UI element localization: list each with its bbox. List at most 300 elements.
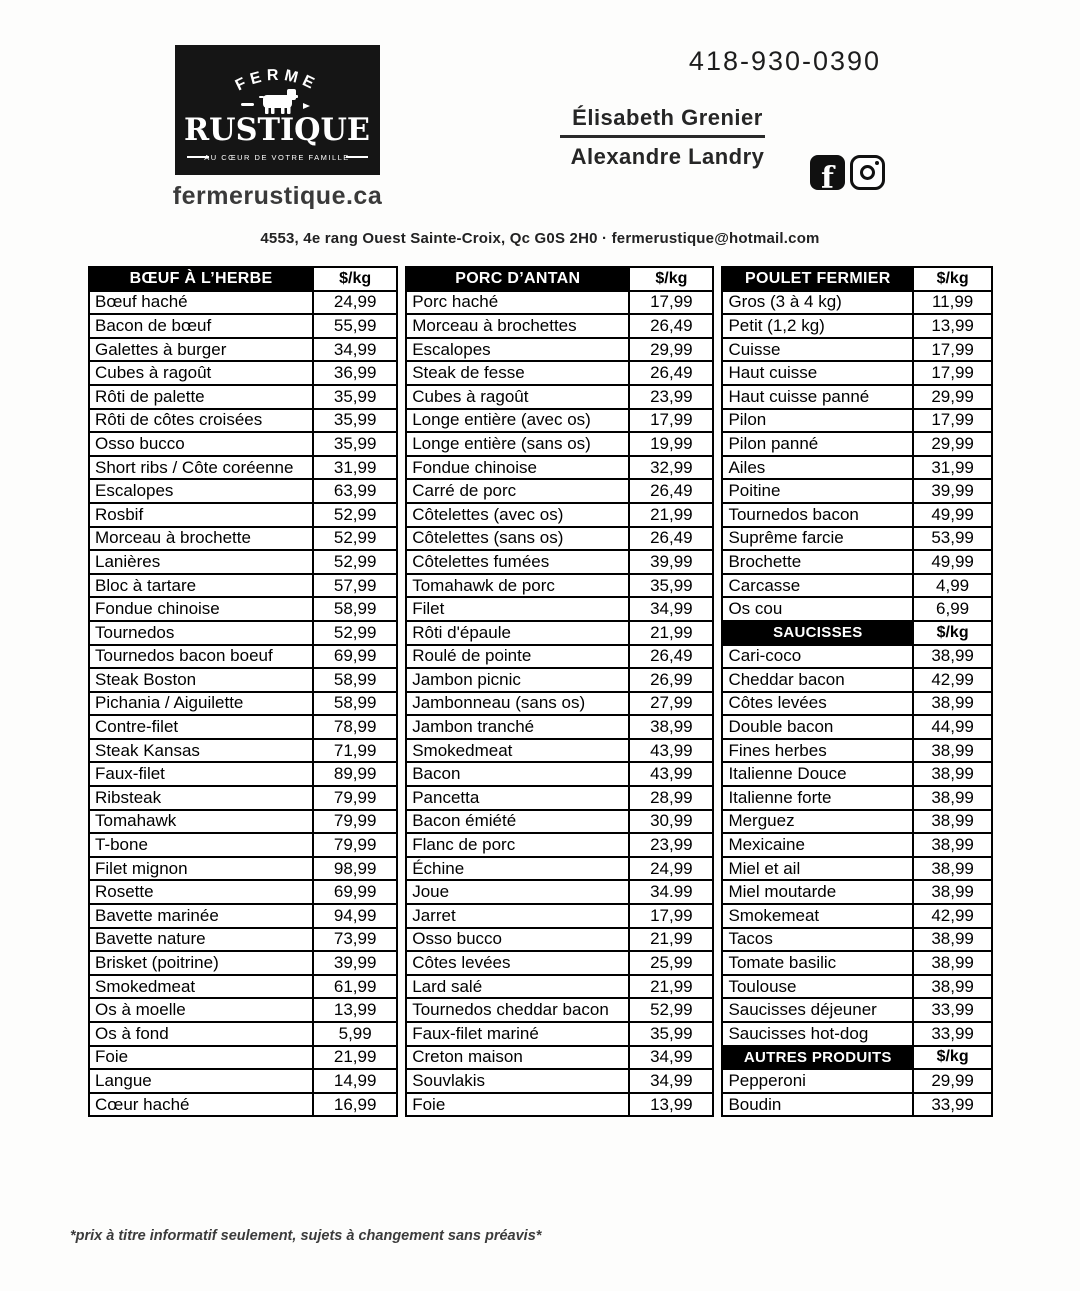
product-price: 52,99 xyxy=(313,527,397,551)
price-row xyxy=(722,833,992,857)
product-price: 21,99 xyxy=(629,621,713,645)
product-price: 29,99 xyxy=(913,385,992,409)
product-name: Merguez xyxy=(722,810,913,834)
product-name: Italienne Douce xyxy=(722,762,913,786)
price-row xyxy=(722,1022,992,1046)
product-name: Creton maison xyxy=(406,1046,629,1070)
price-row xyxy=(406,527,713,551)
product-name: Carcasse xyxy=(722,574,913,598)
product-name: Faux-filet mariné xyxy=(406,1022,629,1046)
product-price: 52,99 xyxy=(313,550,397,574)
instagram-dot xyxy=(875,161,879,165)
product-name: Souvlakis xyxy=(406,1069,629,1093)
price-row xyxy=(722,928,992,952)
product-name: Cheddar bacon xyxy=(722,668,913,692)
price-group-1 xyxy=(88,266,398,1117)
price-row xyxy=(406,574,713,598)
owner-name-top: Élisabeth Grenier xyxy=(572,105,763,130)
price-row xyxy=(722,503,992,527)
price-row xyxy=(722,762,992,786)
product-price: 23,99 xyxy=(629,385,713,409)
product-name: Bœuf haché xyxy=(89,291,313,315)
price-row xyxy=(406,833,713,857)
product-name: Steak de fesse xyxy=(406,361,629,385)
product-price: 44,99 xyxy=(913,715,992,739)
price-row xyxy=(406,786,713,810)
product-price: 38,99 xyxy=(913,833,992,857)
website-url: fermerustique.ca xyxy=(172,182,383,210)
product-price: 52,99 xyxy=(313,621,397,645)
product-price: 19,99 xyxy=(629,432,713,456)
group-header-row xyxy=(406,267,713,291)
price-row xyxy=(406,904,713,928)
price-row xyxy=(406,1069,713,1093)
price-row xyxy=(89,1046,397,1070)
product-name: Smokedmeat xyxy=(406,739,629,763)
product-price: 27,99 xyxy=(629,692,713,716)
product-name: Miel et ail xyxy=(722,857,913,881)
product-name: Côtelettes (avec os) xyxy=(406,503,629,527)
product-price: 38,99 xyxy=(913,810,992,834)
product-name: Tomahawk xyxy=(89,810,313,834)
product-price: 52,99 xyxy=(629,998,713,1022)
price-row xyxy=(722,951,992,975)
logo-wordmark: RUSTIQUE xyxy=(184,112,370,148)
product-price: 21,99 xyxy=(629,503,713,527)
price-row xyxy=(89,998,397,1022)
product-name: Haut cuisse xyxy=(722,361,913,385)
product-name: Cari-coco xyxy=(722,645,913,669)
product-price: 4,99 xyxy=(913,574,992,598)
unit-label: $/kg xyxy=(913,267,992,291)
price-row xyxy=(89,597,397,621)
product-price: 38,99 xyxy=(913,928,992,952)
product-name: Flanc de porc xyxy=(406,833,629,857)
product-price: 38,99 xyxy=(913,951,992,975)
price-table xyxy=(88,266,993,1117)
price-row xyxy=(89,621,397,645)
price-row xyxy=(406,361,713,385)
product-price: 39,99 xyxy=(913,479,992,503)
product-name: Brisket (poitrine) xyxy=(89,951,313,975)
unit-label: $/kg xyxy=(629,267,713,291)
price-row xyxy=(406,479,713,503)
instagram-icon xyxy=(850,155,885,190)
price-row xyxy=(406,951,713,975)
product-price: 21,99 xyxy=(629,975,713,999)
product-name: Mexicaine xyxy=(722,833,913,857)
price-row xyxy=(89,409,397,433)
group-header-row xyxy=(722,267,992,291)
product-price: 58,99 xyxy=(313,692,397,716)
farm-logo xyxy=(175,45,380,175)
product-name: Jambon tranché xyxy=(406,715,629,739)
product-name: Tomate basilic xyxy=(722,951,913,975)
product-price: 34,99 xyxy=(629,597,713,621)
product-price: 11,99 xyxy=(913,291,992,315)
product-price: 43,99 xyxy=(629,762,713,786)
price-row xyxy=(406,621,713,645)
product-name: Poitine xyxy=(722,479,913,503)
product-name: Smokemeat xyxy=(722,904,913,928)
price-row xyxy=(89,503,397,527)
product-price: 35,99 xyxy=(313,432,397,456)
product-price: 34,99 xyxy=(313,338,397,362)
product-name: Langue xyxy=(89,1069,313,1093)
product-name: Filet mignon xyxy=(89,857,313,881)
product-name: Suprême farcie xyxy=(722,527,913,551)
product-name: Tournedos bacon boeuf xyxy=(89,645,313,669)
price-row xyxy=(406,338,713,362)
product-name: Tomahawk de porc xyxy=(406,574,629,598)
price-row xyxy=(406,1046,713,1070)
product-price: 30,99 xyxy=(629,810,713,834)
product-price: 38,99 xyxy=(913,975,992,999)
product-price: 38,99 xyxy=(629,715,713,739)
product-name: Morceau à brochette xyxy=(89,527,313,551)
product-price: 29,99 xyxy=(629,338,713,362)
price-row xyxy=(722,668,992,692)
price-row xyxy=(89,786,397,810)
price-row xyxy=(406,291,713,315)
price-row xyxy=(89,668,397,692)
price-row xyxy=(89,291,397,315)
price-row xyxy=(89,739,397,763)
facebook-glyph: f xyxy=(821,161,834,190)
product-price: 13,99 xyxy=(313,998,397,1022)
product-price: 17,99 xyxy=(629,291,713,315)
product-name: Cuisse xyxy=(722,338,913,362)
price-row xyxy=(722,409,992,433)
price-row xyxy=(89,1093,397,1117)
price-row xyxy=(722,715,992,739)
product-name: Osso bucco xyxy=(89,432,313,456)
price-row xyxy=(406,645,713,669)
section-header-row xyxy=(722,621,992,645)
product-price: 79,99 xyxy=(313,810,397,834)
price-row xyxy=(722,904,992,928)
social-icons xyxy=(810,155,885,190)
section-header-row xyxy=(722,1046,992,1070)
product-name: Os cou xyxy=(722,597,913,621)
price-group-3 xyxy=(721,266,993,1117)
product-price: 79,99 xyxy=(313,786,397,810)
product-name: Haut cuisse panné xyxy=(722,385,913,409)
price-row xyxy=(89,951,397,975)
product-name: Rôti de côtes croisées xyxy=(89,409,313,433)
price-row xyxy=(406,857,713,881)
price-row xyxy=(89,432,397,456)
price-row xyxy=(89,1069,397,1093)
unit-label: $/kg xyxy=(313,267,397,291)
product-price: 89,99 xyxy=(313,762,397,786)
product-price: 26,49 xyxy=(629,314,713,338)
price-row xyxy=(89,527,397,551)
farm-logo-graphic xyxy=(175,45,380,175)
price-row xyxy=(722,1069,992,1093)
logo-tagline: AU CŒUR DE VOTRE FAMILLE xyxy=(204,153,350,162)
product-name: Smokedmeat xyxy=(89,975,313,999)
product-price: 16,99 xyxy=(313,1093,397,1117)
price-row xyxy=(722,361,992,385)
product-name: Côtes levées xyxy=(722,692,913,716)
product-price: 58,99 xyxy=(313,597,397,621)
product-price: 35,99 xyxy=(629,1022,713,1046)
product-price: 38,99 xyxy=(913,692,992,716)
product-price: 39,99 xyxy=(629,550,713,574)
unit-label: $/kg xyxy=(913,621,992,645)
price-row xyxy=(89,645,397,669)
product-name: Échine xyxy=(406,857,629,881)
product-price: 26,49 xyxy=(629,361,713,385)
product-price: 69,99 xyxy=(313,645,397,669)
product-name: Lard salé xyxy=(406,975,629,999)
price-row xyxy=(722,857,992,881)
price-row xyxy=(722,1093,992,1117)
product-price: 17,99 xyxy=(913,409,992,433)
price-row xyxy=(406,409,713,433)
product-price: 42,99 xyxy=(913,904,992,928)
product-price: 34.99 xyxy=(629,880,713,904)
product-price: 33,99 xyxy=(913,1093,992,1117)
product-price: 24,99 xyxy=(629,857,713,881)
product-name: Pilon xyxy=(722,409,913,433)
product-name: Tournedos xyxy=(89,621,313,645)
product-name: Fines herbes xyxy=(722,739,913,763)
product-price: 42,99 xyxy=(913,668,992,692)
product-price: 49,99 xyxy=(913,503,992,527)
product-name: Lanières xyxy=(89,550,313,574)
product-price: 26,99 xyxy=(629,668,713,692)
product-name: Contre-filet xyxy=(89,715,313,739)
product-name: Joue xyxy=(406,880,629,904)
product-name: Roulé de pointe xyxy=(406,645,629,669)
product-name: Carré de porc xyxy=(406,479,629,503)
price-row xyxy=(89,550,397,574)
product-name: Bavette nature xyxy=(89,928,313,952)
product-price: 33,99 xyxy=(913,1022,992,1046)
product-price: 14,99 xyxy=(313,1069,397,1093)
product-price: 73,99 xyxy=(313,928,397,952)
product-name: Bavette marinée xyxy=(89,904,313,928)
product-name: Escalopes xyxy=(406,338,629,362)
product-price: 17,99 xyxy=(629,904,713,928)
product-price: 17,99 xyxy=(913,361,992,385)
product-name: Faux-filet xyxy=(89,762,313,786)
product-price: 33,99 xyxy=(913,998,992,1022)
price-group-2 xyxy=(405,266,714,1117)
product-price: 24,99 xyxy=(313,291,397,315)
product-name: Foie xyxy=(406,1093,629,1117)
product-name: Tournedos cheddar bacon xyxy=(406,998,629,1022)
product-name: Côtelettes (sans os) xyxy=(406,527,629,551)
price-row xyxy=(722,880,992,904)
price-row xyxy=(722,550,992,574)
product-name: Boudin xyxy=(722,1093,913,1117)
product-name: Côtelettes fumées xyxy=(406,550,629,574)
product-name: Steak Kansas xyxy=(89,739,313,763)
price-row xyxy=(722,645,992,669)
product-name: Bloc à tartare xyxy=(89,574,313,598)
price-row xyxy=(406,550,713,574)
product-name: Pancetta xyxy=(406,786,629,810)
price-row xyxy=(722,527,992,551)
price-row xyxy=(406,739,713,763)
product-name: Os à moelle xyxy=(89,998,313,1022)
price-row xyxy=(722,385,992,409)
price-row xyxy=(406,1022,713,1046)
price-row xyxy=(722,998,992,1022)
price-row xyxy=(89,479,397,503)
price-row xyxy=(406,456,713,480)
product-name: Rosette xyxy=(89,880,313,904)
owners-block xyxy=(560,105,775,170)
price-row xyxy=(722,574,992,598)
product-price: 31,99 xyxy=(313,456,397,480)
owner-name-bottom: Alexandre Landry xyxy=(570,144,765,169)
product-price: 53,99 xyxy=(913,527,992,551)
product-name: Miel moutarde xyxy=(722,880,913,904)
product-price: 35,99 xyxy=(313,385,397,409)
product-price: 69,99 xyxy=(313,880,397,904)
product-price: 26,49 xyxy=(629,527,713,551)
product-price: 36,99 xyxy=(313,361,397,385)
product-price: 26,49 xyxy=(629,479,713,503)
product-name: Galettes à burger xyxy=(89,338,313,362)
product-name: Pepperoni xyxy=(722,1069,913,1093)
price-row xyxy=(89,385,397,409)
price-row xyxy=(722,739,992,763)
price-row xyxy=(89,314,397,338)
price-row xyxy=(406,597,713,621)
product-price: 43,99 xyxy=(629,739,713,763)
price-row xyxy=(722,786,992,810)
product-price: 6,99 xyxy=(913,597,992,621)
product-name: Ailes xyxy=(722,456,913,480)
product-price: 34,99 xyxy=(629,1046,713,1070)
product-price: 38,99 xyxy=(913,762,992,786)
group-title: PORC D’ANTAN xyxy=(406,267,629,291)
price-row xyxy=(406,880,713,904)
price-row xyxy=(722,314,992,338)
product-name: Rôti de palette xyxy=(89,385,313,409)
price-row xyxy=(722,291,992,315)
product-name: Steak Boston xyxy=(89,668,313,692)
price-row xyxy=(89,975,397,999)
product-price: 17,99 xyxy=(629,409,713,433)
product-name: Pilon panné xyxy=(722,432,913,456)
group-header-row xyxy=(89,267,397,291)
instagram-lens xyxy=(860,165,875,180)
product-name: Côtes levées xyxy=(406,951,629,975)
price-row xyxy=(406,1093,713,1117)
product-name: Rôti d'épaule xyxy=(406,621,629,645)
product-price: 39,99 xyxy=(313,951,397,975)
product-price: 21,99 xyxy=(629,928,713,952)
product-price: 94,99 xyxy=(313,904,397,928)
price-row xyxy=(89,904,397,928)
price-row xyxy=(406,385,713,409)
product-price: 35,99 xyxy=(629,574,713,598)
price-row xyxy=(89,833,397,857)
product-price: 34,99 xyxy=(629,1069,713,1093)
product-name: Cœur haché xyxy=(89,1093,313,1117)
product-price: 23,99 xyxy=(629,833,713,857)
price-row xyxy=(89,928,397,952)
product-name: Saucisses déjeuner xyxy=(722,998,913,1022)
product-name: Porc haché xyxy=(406,291,629,315)
unit-label: $/kg xyxy=(913,1046,992,1070)
product-name: Longe entière (sans os) xyxy=(406,432,629,456)
product-name: Morceau à brochettes xyxy=(406,314,629,338)
group-title: POULET FERMIER xyxy=(722,267,913,291)
product-name: Longe entière (avec os) xyxy=(406,409,629,433)
product-name: Tacos xyxy=(722,928,913,952)
price-row xyxy=(89,880,397,904)
product-price: 31,99 xyxy=(913,456,992,480)
facebook-icon xyxy=(810,155,845,190)
price-row xyxy=(89,762,397,786)
product-price: 25,99 xyxy=(629,951,713,975)
product-name: Gros (3 à 4 kg) xyxy=(722,291,913,315)
price-row xyxy=(722,975,992,999)
product-price: 38,99 xyxy=(913,739,992,763)
product-name: Ribsteak xyxy=(89,786,313,810)
product-name: Double bacon xyxy=(722,715,913,739)
price-row xyxy=(722,432,992,456)
product-price: 38,99 xyxy=(913,645,992,669)
product-price: 79,99 xyxy=(313,833,397,857)
price-row xyxy=(89,361,397,385)
price-row xyxy=(89,692,397,716)
price-row xyxy=(406,692,713,716)
product-name: Rosbif xyxy=(89,503,313,527)
product-price: 71,99 xyxy=(313,739,397,763)
section-title: AUTRES PRODUITS xyxy=(722,1046,913,1070)
price-row xyxy=(89,574,397,598)
price-row xyxy=(406,668,713,692)
product-name: Pichania / Aiguilette xyxy=(89,692,313,716)
product-price: 58,99 xyxy=(313,668,397,692)
product-price: 78,99 xyxy=(313,715,397,739)
product-name: Short ribs / Côte coréenne xyxy=(89,456,313,480)
product-price: 21,99 xyxy=(313,1046,397,1070)
price-row xyxy=(89,810,397,834)
group-title: BŒUF À L’HERBE xyxy=(89,267,313,291)
product-name: Bacon de bœuf xyxy=(89,314,313,338)
logo-arc-text: FERME xyxy=(232,66,322,95)
product-price: 29,99 xyxy=(913,1069,992,1093)
product-name: Tournedos bacon xyxy=(722,503,913,527)
product-name: Osso bucco xyxy=(406,928,629,952)
product-price: 49,99 xyxy=(913,550,992,574)
product-name: Jambon picnic xyxy=(406,668,629,692)
product-name: Bacon émiété xyxy=(406,810,629,834)
price-row xyxy=(722,456,992,480)
price-row xyxy=(406,928,713,952)
product-price: 98,99 xyxy=(313,857,397,881)
address-line: 4553, 4e rang Ouest Sainte-Croix, Qc G0S 2H0 · fermerustique@hotmail.com xyxy=(260,230,820,247)
product-price: 52,99 xyxy=(313,503,397,527)
product-price: 35,99 xyxy=(313,409,397,433)
product-price: 26,49 xyxy=(629,645,713,669)
product-name: Fondue chinoise xyxy=(89,597,313,621)
product-price: 63,99 xyxy=(313,479,397,503)
price-row xyxy=(89,857,397,881)
section-title: SAUCISSES xyxy=(722,621,913,645)
product-name: Jambonneau (sans os) xyxy=(406,692,629,716)
product-price: 61,99 xyxy=(313,975,397,999)
